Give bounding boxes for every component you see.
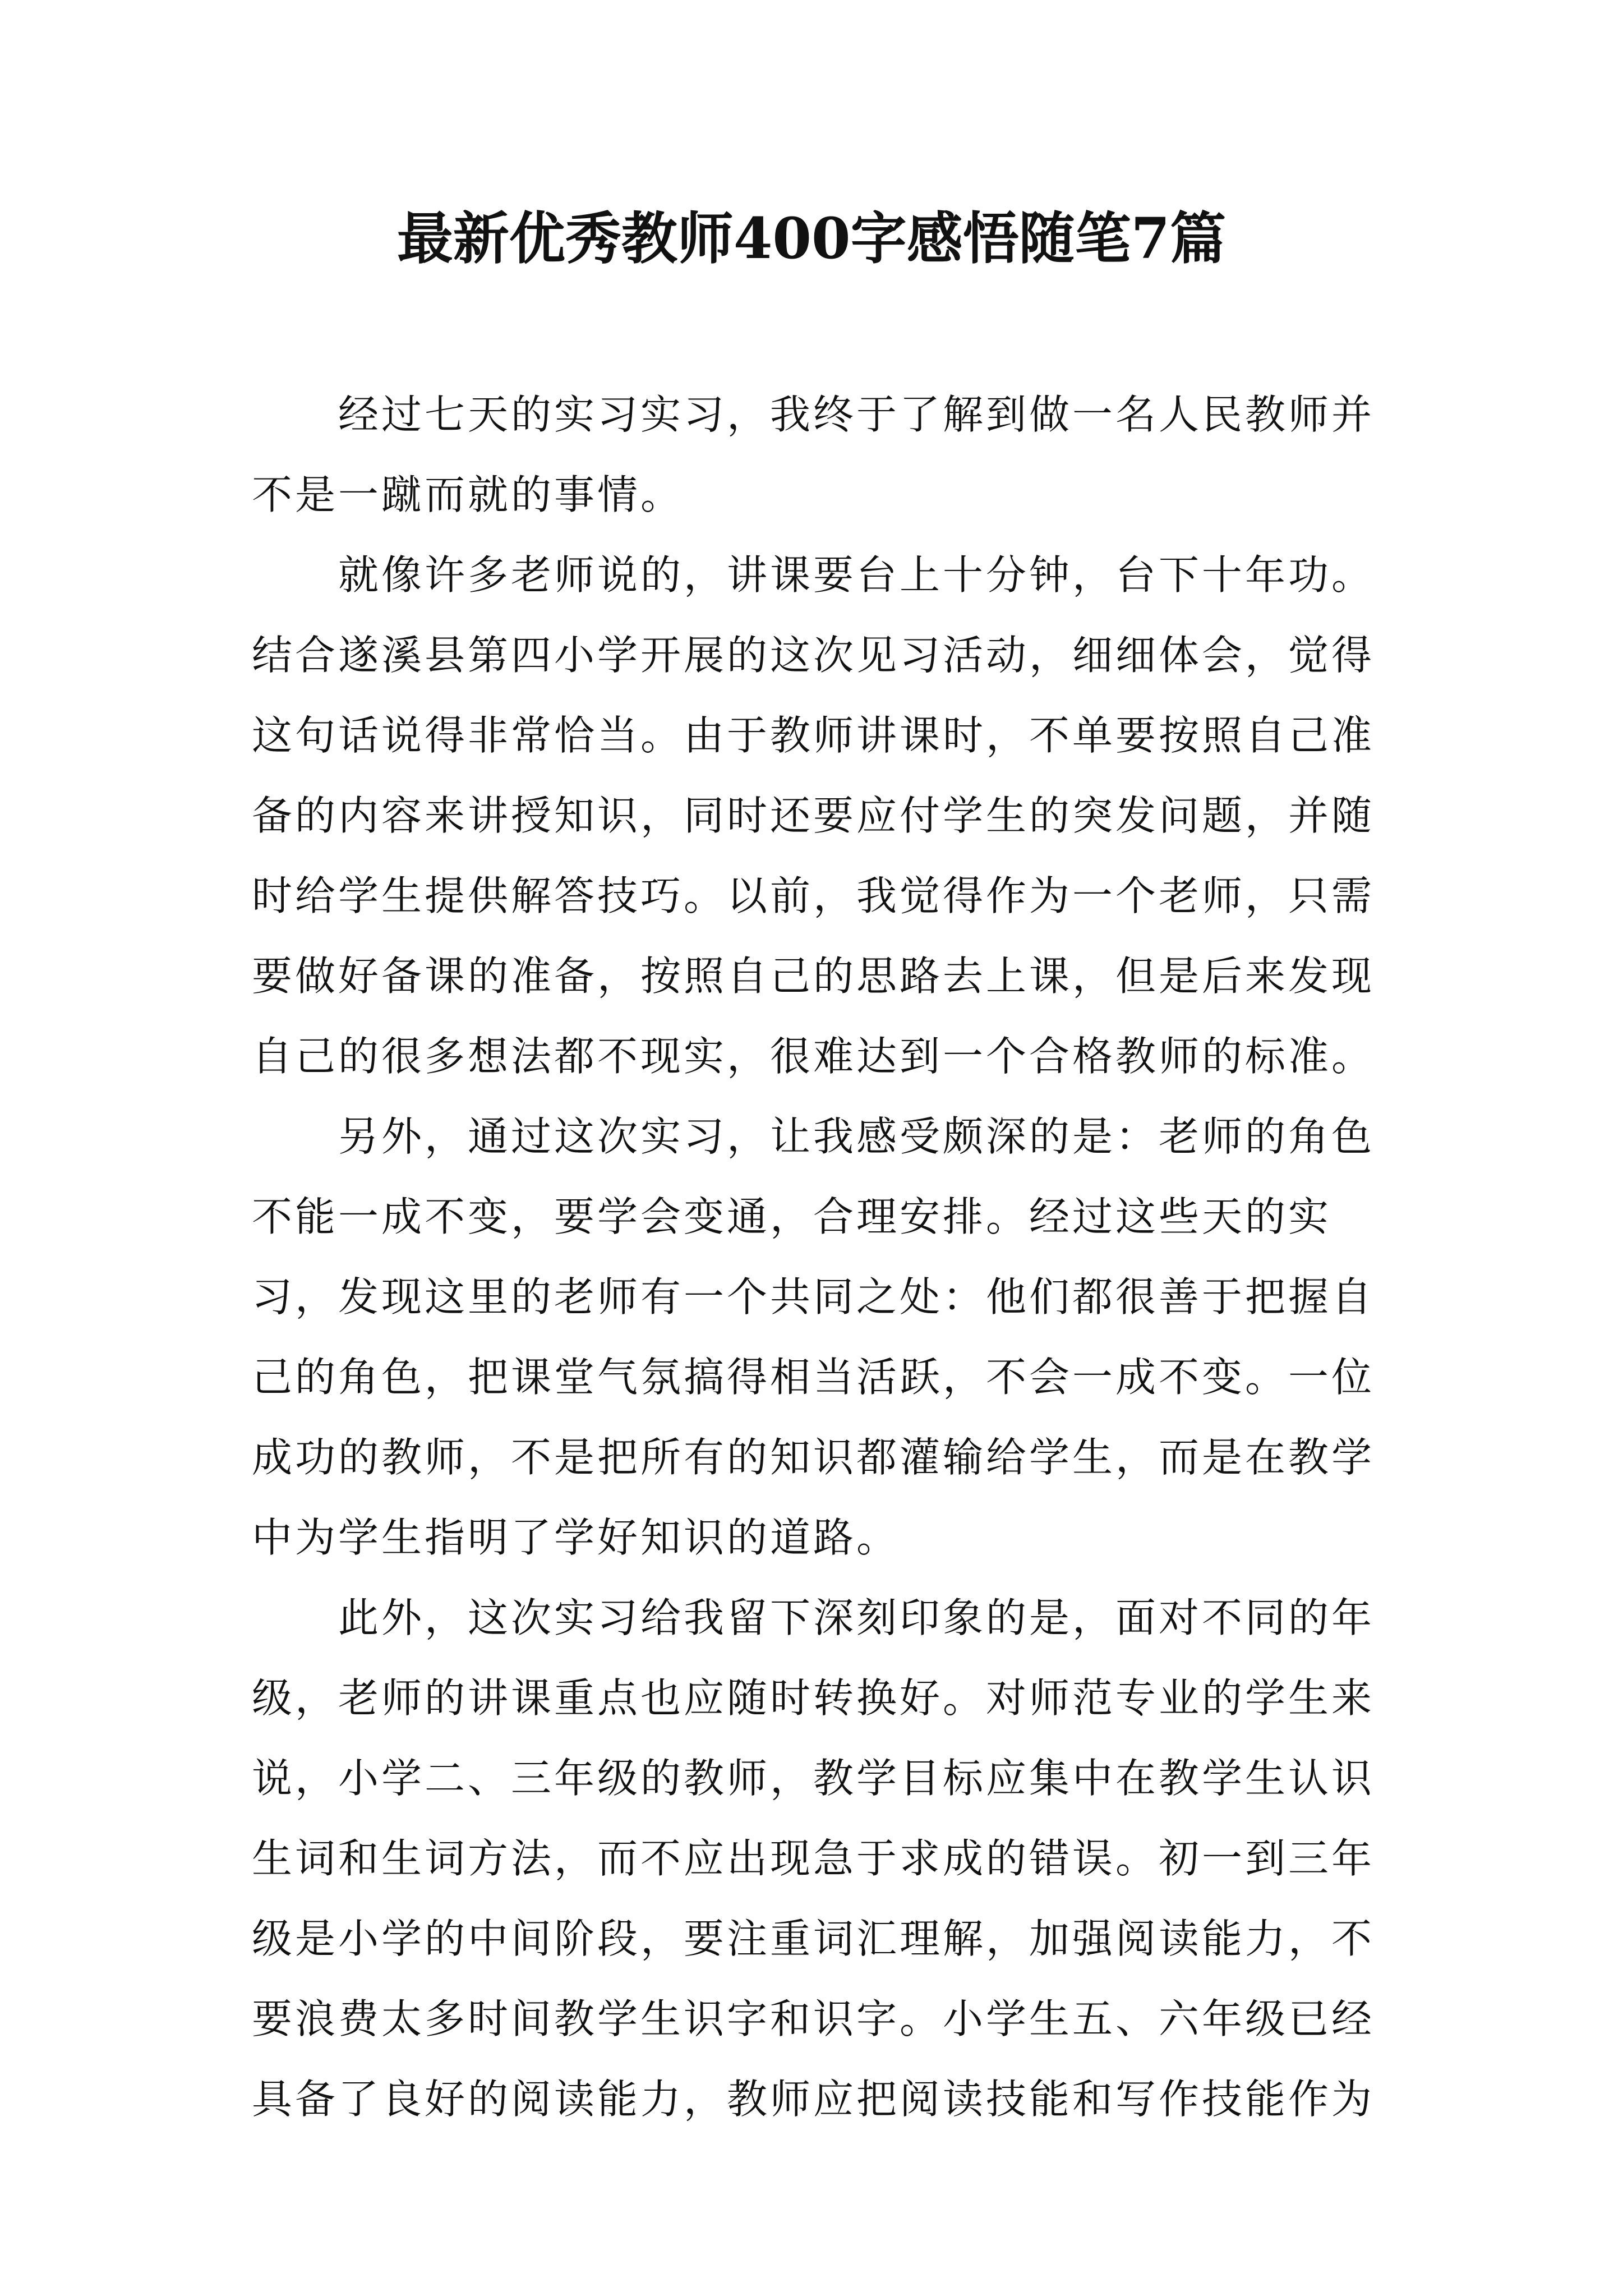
paragraph: 经过七天的实习实习，我终于了解到做一名人民教师并不是一蹴而就的事情。 — [252, 391, 1375, 518]
document-title: 最新优秀教师400字感悟随笔7篇 — [396, 205, 1227, 272]
paragraph: 此外，这次实习给我留下深刻印象的是，面对不同的年级，老师的讲课重点也应随时转换好。对师范专业的学生来说，小学二、三年级的教师，教学目标应集中在教学生认识生词和生词方法，而不应出现急于求成的错误。初一到三年级是小学的中间阶段，要注重词汇理解，加强阅读能力，不要浪费太多时间教学生识字和识字。小学生五、六年级已经具备了良好的阅读能力，教师应把阅读技能和写作技能作为 — [252, 1594, 1375, 2123]
paragraph: 就像许多老师说的，讲课要台上十分钟，台下十年功。结合遂溪县第四小学开展的这次见习活动，细细体会，觉得这句话说得非常恰当。由于教师讲课时，不单要按照自己准备的内容来讲授知识，同时还要应付学生的突发问题，并随时给学生提供解答技巧。以前，我觉得作为一个老师，只需要做好备课的准备，按照自己的思路去上课，但是后来发现自己的很多想法都不现实，很难达到一个合格教师的标准。 — [252, 551, 1375, 1080]
document-body — [252, 375, 1396, 2139]
paragraph: 另外，通过这次实习，让我感受颇深的是：老师的角色不能一成不变，要学会变通，合理安排。经过这些天的实习，发现这里的老师有一个共同之处：他们都很善于把握自己的角色，把课堂气氛搞得相当活跃，不会一成不变。一位成功的教师，不是把所有的知识都灌输给学生，而是在教学中为学生指明了学好知识的道路。 — [252, 1113, 1375, 1561]
